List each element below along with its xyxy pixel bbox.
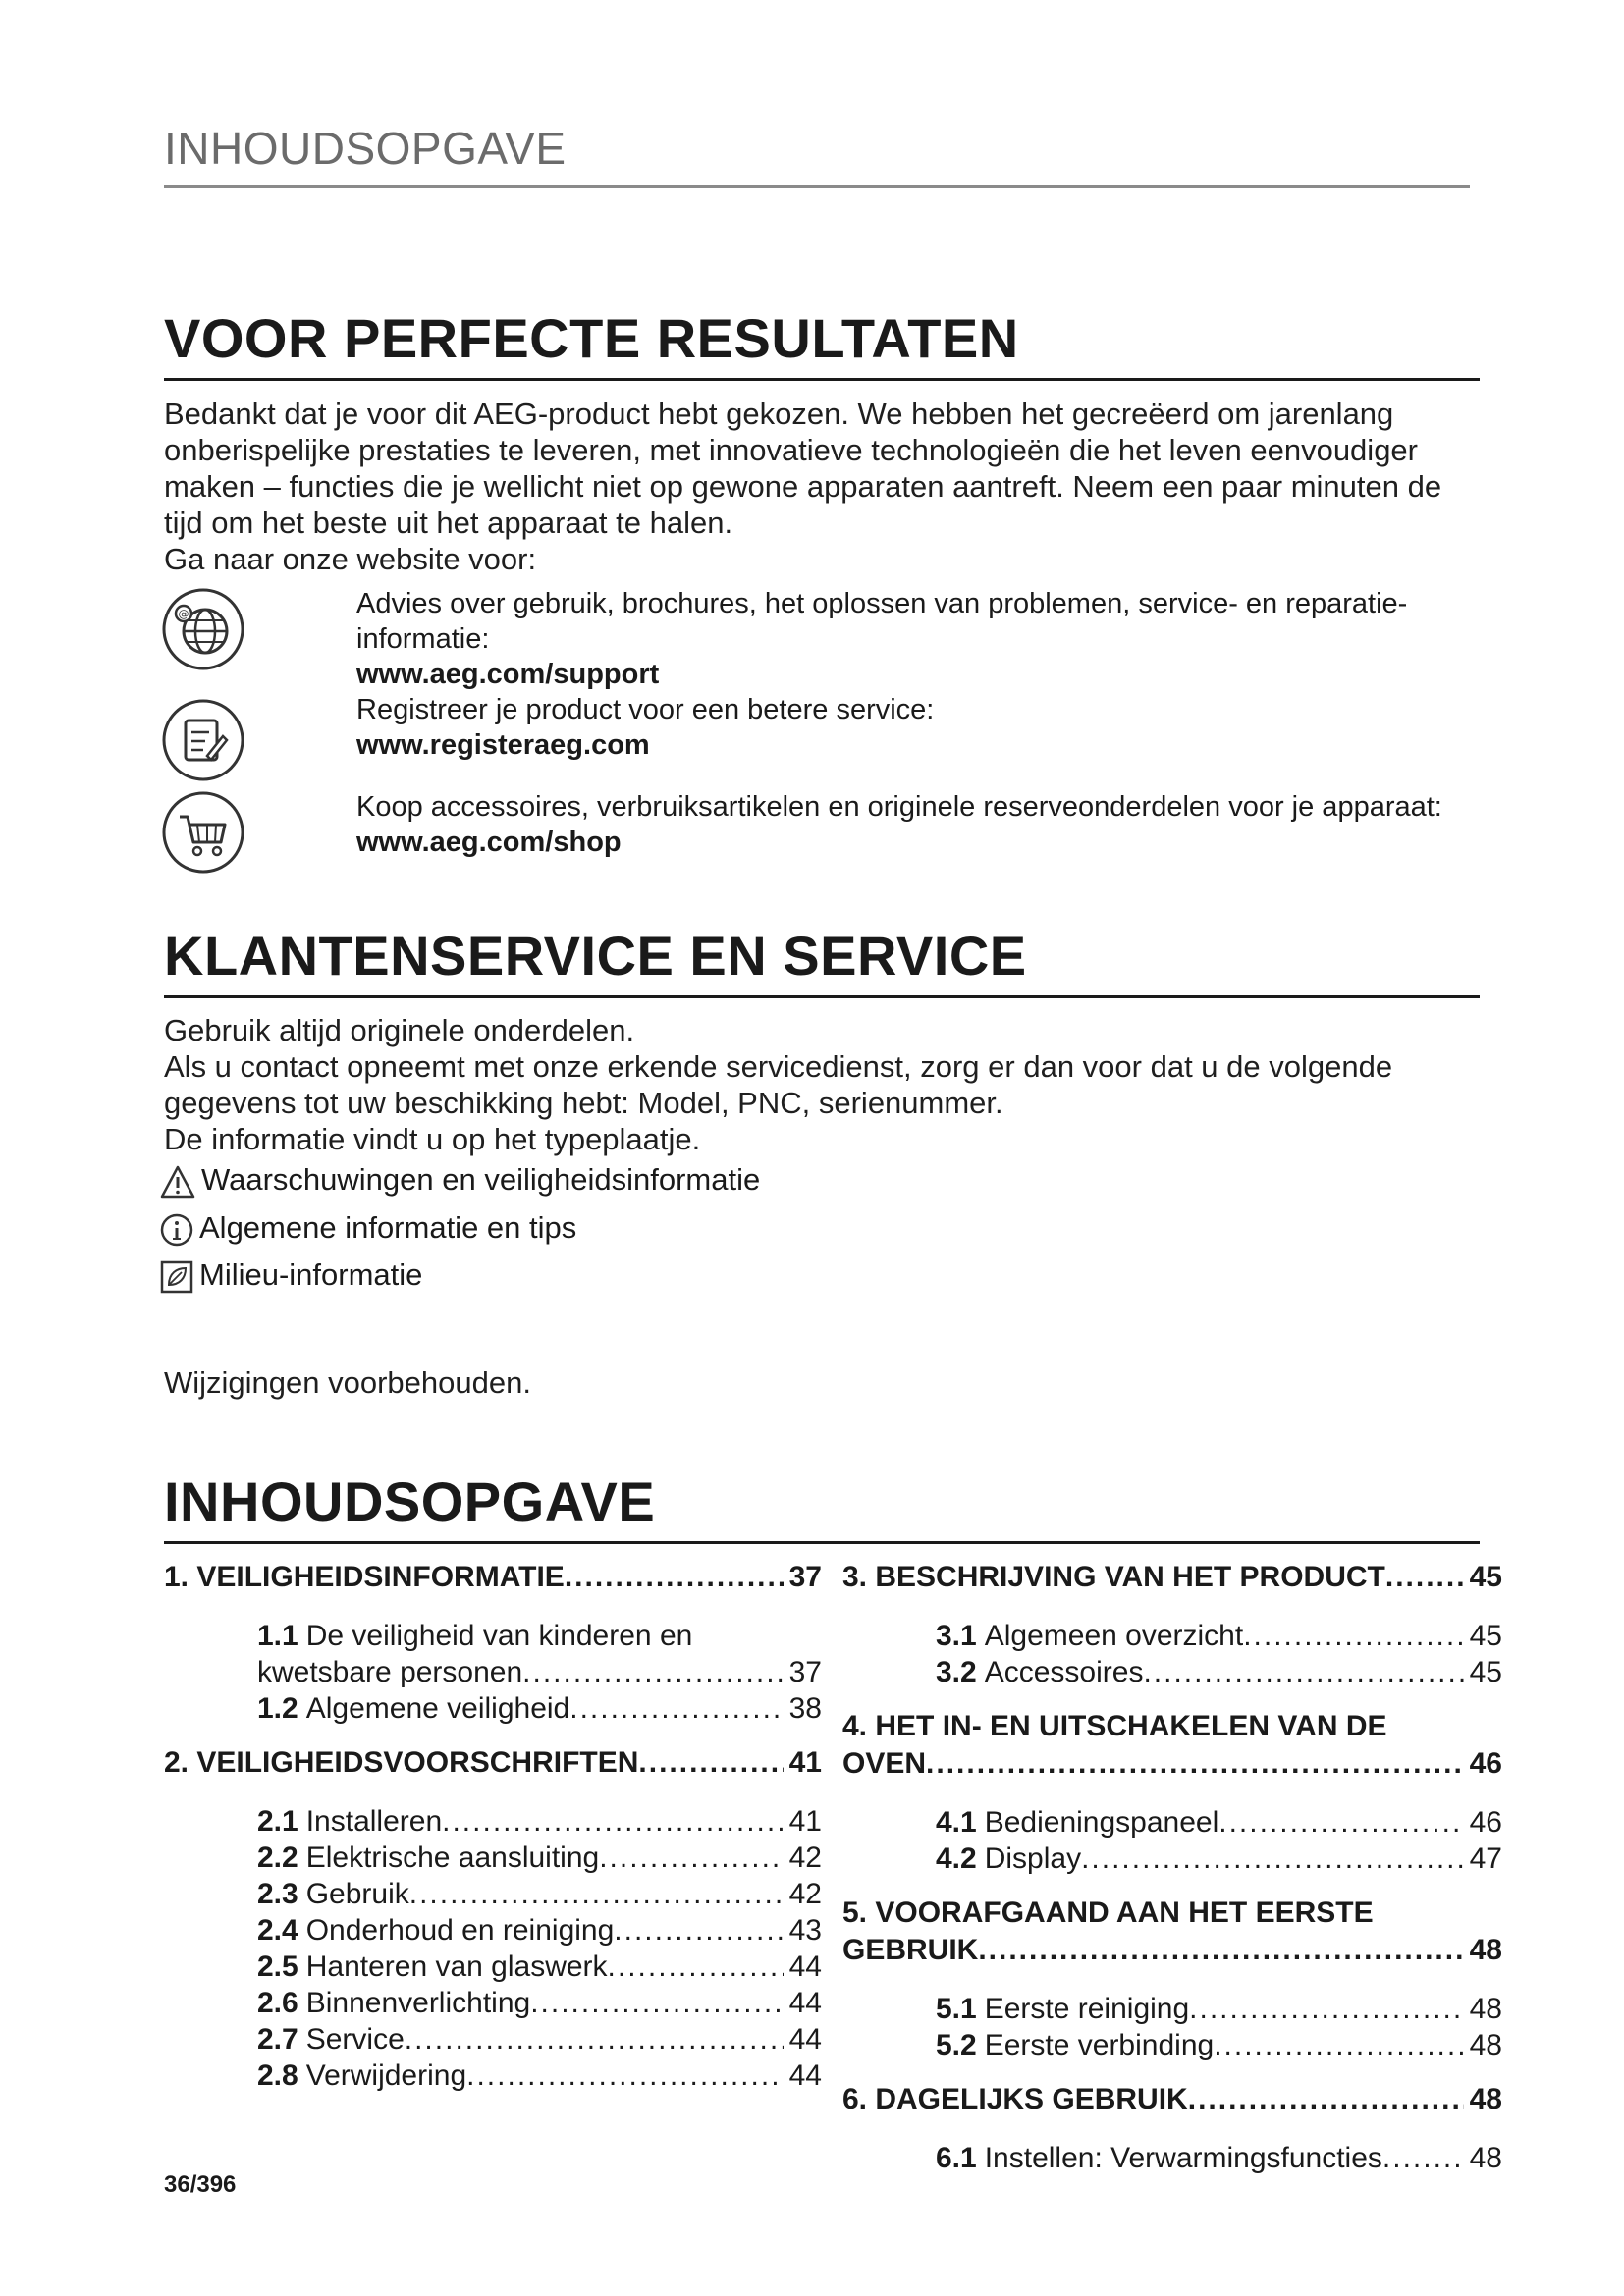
toc-chapter-1[interactable]: 1. VEILIGHEIDSINFORMATIE ..... 37 — [164, 1561, 822, 1608]
toc-item-3-2[interactable]: 3.2 Accessoires ..... 45 — [936, 1656, 1502, 1692]
toc-item-4-1[interactable]: 4.1 Bedieningspaneel ..... 46 — [936, 1806, 1502, 1842]
toc-item-2-3[interactable]: 2.3 Gebruik ..... 42 — [257, 1878, 822, 1914]
toc-chapter-4[interactable]: 4. HET IN- EN UITSCHAKELEN VAN DE OVEN ..... 46 — [842, 1710, 1502, 1794]
toc-item-3-1[interactable]: 3.1 Algemeen overzicht ..... 45 — [936, 1620, 1502, 1656]
toc-left-column — [164, 1561, 822, 2096]
legend-environment-label: Milieu-informatie — [199, 1257, 423, 1292]
warning-icon — [160, 1165, 195, 1199]
shop-link-url[interactable]: www.aeg.com/shop — [356, 827, 622, 858]
section-title-toc: INHOUDSOPGAVE — [164, 1469, 1480, 1544]
legend-warning — [160, 1162, 760, 1199]
legend-environment — [160, 1257, 422, 1294]
toc-item-2-4[interactable]: 2.4 Onderhoud en reiniging ..... 43 — [257, 1914, 822, 1950]
toc-item-2-7[interactable]: 2.7 Service ..... 44 — [257, 2023, 822, 2059]
toc-item-2-6[interactable]: 2.6 Binnenverlichting ..... 44 — [257, 1987, 822, 2023]
legend-info-label: Algemene informatie en tips — [199, 1210, 577, 1245]
intro-paragraph: Bedankt dat je voor dit AEG-product hebt gekozen. We hebben het gecreëerd om jarenlang onberispelijke prestaties te leveren, met innovatieve technologieën die het leven eenvoudiger maken – functies die je wellicht niet op gewone apparaten aantreft. Neem een paar minuten de tijd om het beste uit het apparaat te halen. — [164, 397, 1442, 540]
toc-item-2-1[interactable]: 2.1 Installeren ..... 41 — [257, 1805, 822, 1842]
service-line-contact: Als u contact opneemt met onze erkende servicedienst, zorg er dan voor dat u de volgende gegevens tot uw beschikking hebt: Model, PNC, serienummer. — [164, 1049, 1393, 1120]
shop-link-text: Koop accessoires, verbruiksartikelen en originele reserveonderdelen voor je apparaat: — [356, 791, 1442, 823]
toc-item-2-5[interactable]: 2.5 Hanteren van glaswerk ..... 44 — [257, 1950, 822, 1987]
toc-item-6-1[interactable]: 6.1 Instellen: Verwarmingsfuncties ..... 48 — [936, 2142, 1502, 2178]
toc-item-2-2[interactable]: 2.2 Elektrische aansluiting ..... 42 — [257, 1842, 822, 1878]
legend-warning-label: Waarschuwingen en veiligheidsinformatie — [201, 1162, 761, 1197]
toc-item-4-2[interactable]: 4.2 Display ..... 47 — [936, 1842, 1502, 1879]
visit-website-text: Ga naar onze website voor: — [164, 542, 537, 576]
register-link-url[interactable]: www.registeraeg.com — [356, 729, 650, 761]
toc-item-5-1[interactable]: 5.1 Eerste reiniging ..... 48 — [936, 1993, 1502, 2029]
service-line-rating-plate: De informatie vindt u op het typeplaatje. — [164, 1122, 701, 1156]
toc-right-column — [842, 1561, 1502, 2178]
toc-chapter-2[interactable]: 2. VEILIGHEIDSVOORSCHRIFTEN ..... 41 — [164, 1746, 822, 1793]
globe-icon — [160, 586, 246, 672]
toc-item-1-1[interactable]: 1.1 De veiligheid van kinderen en — [257, 1620, 693, 1652]
support-link-text: Advies over gebruik, brochures, het oplossen van problemen, service- en reparatie-informatie: — [356, 588, 1408, 655]
toc-chapter-5[interactable]: 5. VOORAFGAAND AAN HET EERSTE GEBRUIK ..... 48 — [842, 1896, 1502, 1981]
section-title-results: VOOR PERFECTE RESULTATEN — [164, 306, 1480, 381]
leaf-icon — [160, 1260, 193, 1294]
support-link-url[interactable]: www.aeg.com/support — [356, 659, 660, 690]
toc-chapter-3[interactable]: 3. BESCHRIJVING VAN HET PRODUCT ..... 45 — [842, 1561, 1502, 1608]
changes-reserved-note: Wijzigingen voorbehouden. — [164, 1365, 531, 1400]
page-header-title: INHOUDSOPGAVE — [164, 122, 1470, 188]
service-line-parts: Gebruik altijd originele onderdelen. — [164, 1013, 635, 1047]
legend-info — [160, 1210, 576, 1247]
cart-icon — [160, 789, 246, 876]
register-link-text: Registreer je product voor een betere service: — [356, 694, 935, 725]
page-number: 36/396 — [164, 2171, 237, 2198]
toc-item-1-1-cont[interactable]: kwetsbare personen ..... 37 — [257, 1656, 822, 1692]
toc-item-5-2[interactable]: 5.2 Eerste verbinding ..... 48 — [936, 2029, 1502, 2065]
svg-text:@: @ — [178, 608, 189, 620]
toc-item-2-8[interactable]: 2.8 Verwijdering ..... 44 — [257, 2059, 822, 2096]
toc-chapter-6[interactable]: 6. DAGELIJKS GEBRUIK ..... 48 — [842, 2083, 1502, 2130]
register-icon — [160, 697, 246, 783]
section-title-service: KLANTENSERVICE EN SERVICE — [164, 924, 1480, 998]
info-icon — [160, 1213, 193, 1247]
toc-item-1-2[interactable]: 1.2 Algemene veiligheid ..... 38 — [257, 1692, 822, 1729]
